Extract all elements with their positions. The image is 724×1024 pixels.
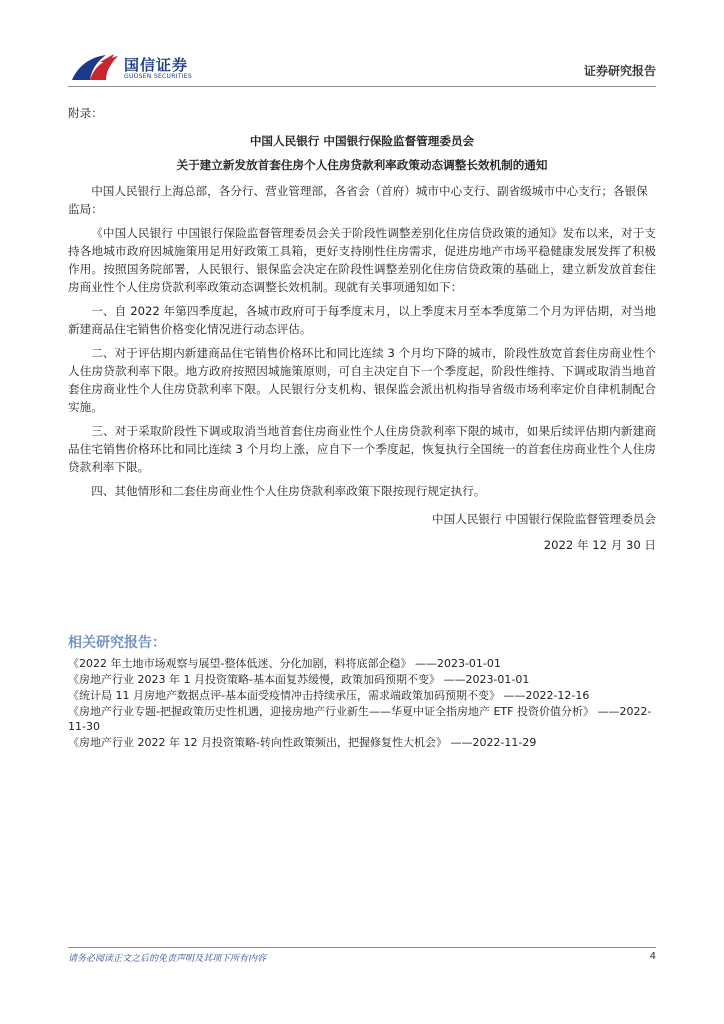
appendix-section [68,104,656,554]
notice-title: 关于建立新发放首套住房个人住房贷款利率政策动态调整长效机制的通知 [176,158,548,172]
related-report-item[interactable]: 《房地产行业 2023 年 1 月投资策略-基本面复苏缓慢，政策加码预期不变》 ——2023-01-01 [68,673,530,686]
logo-english-name: GUOSEN SECURITIES [124,73,193,80]
salutation: 中国人民银行上海总部，各分行、营业管理部，各省会（首府）城市中心支行、副省级城市中心支行；各银保监局： [68,184,648,216]
document-type-label: 证券研究报告 [583,64,656,78]
paragraph-item-4: 四、其他情形和二套住房商业性个人住房贷款利率政策下限按现行规定执行。 [91,484,486,498]
paragraph-item-3: 三、对于采取阶段性下调或取消当地首套住房商业性个人住房贷款利率下限的城市，如果后续评估期内新建商品住宅销售价格环比和同比连续 3 个月均上涨，应自下一个季度起，恢复执行全国统一的首套住房商业性个人住房贷款利率下限。 [68,424,656,474]
related-report-item[interactable]: 《统计局 11 月房地产数据点评-基本面受疫情冲击持续承压，需求端政策加码预期不变》 ——2022-12-16 [68,689,590,702]
paragraph-item-2: 二、对于评估期内新建商品住宅销售价格环比和同比连续 3 个月均下降的城市，阶段性放宽首套住房商业性个人住房贷款利率下限。地方政府按照因城施策原则，可自主决定自下一个季度起，阶段性维持、下调或取消当地首套住房商业性个人住房贷款利率下限。人民银行分支机构、银保监会派出机构指导省级市场利率定价自律机制配合实施。 [68,346,656,414]
header-divider [68,86,656,87]
paragraph-intro: 《中国人民银行 中国银行保险监督管理委员会关于阶段性调整差别化住房信贷政策的通知》发布以来，对于支持各地城市政府因城施策用足用好政策工具箱，更好支持刚性住房需求，促进房地产市场平稳健康发展发挥了积极作用。按照国务院部署，人民银行、银保监会决定在阶段性调整差别化住房信贷政策的基础上，建立新发放首套住房商业性个人住房贷款利率政策动态调整长效机制。现就有关事项通知如下： [68,226,656,294]
related-reports-list [68,656,656,751]
paragraph-item-1: 一、自 2022 年第四季度起，各城市政府可于每季度末月，以上季度末月至本季度第二个月为评估期，对当地新建商品住宅销售价格变化情况进行动态评估。 [68,304,656,336]
related-reports-title: 相关研究报告： [68,635,166,651]
related-report-item[interactable]: 《2022 年土地市场观察与展望-整体低迷、分化加剧，料将底部企稳》 ——2023-01-01 [68,657,501,670]
signature-organization: 中国人民银行 中国银行保险监督管理委员会 [432,512,656,526]
footer-disclaimer: 请务必阅读正文之后的免责声明及其项下所有内容 [68,954,267,964]
related-report-item[interactable]: 《房地产行业 2022 年 12 月投资策略-转向性政策频出，把握修复性大机会》 ——2022-11-29 [68,736,537,749]
logo-chinese-name: 国信证券 [124,56,189,74]
guosen-logo-icon [70,52,120,82]
signature-date: 2022 年 12 月 30 日 [543,538,656,552]
related-report-item[interactable]: 《房地产行业专题-把握政策历史性机遇，迎接房地产行业新生——华夏中证全指房地产 ETF 投资价值分析》 ——2022-11-30 [68,705,652,733]
report-header [68,48,656,88]
appendix-label: 附录： [68,106,103,120]
footer-divider [68,947,656,948]
page-number: 4 [649,951,656,962]
issuer-heading: 中国人民银行 中国银行保险监督管理委员会 [249,134,475,148]
